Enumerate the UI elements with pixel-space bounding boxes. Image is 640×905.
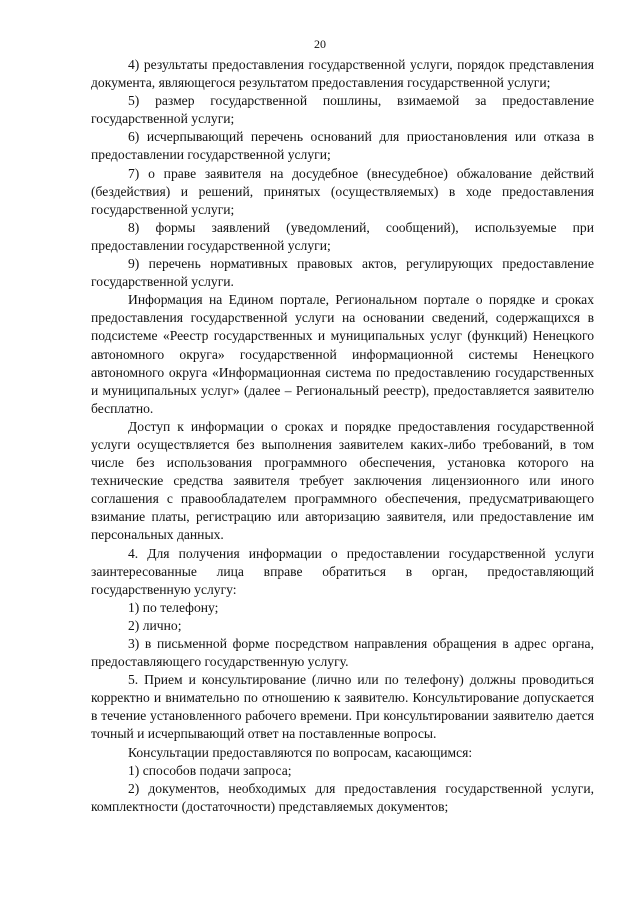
page-number: 20 [314,37,326,51]
paragraph: 8) формы заявлений (уведомлений, сообщений), используемые при предоставлении государственной услуги; [91,219,594,253]
paragraph: 7) о праве заявителя на досудебное (внесудебное) обжалование действий (бездействия) и решений, принятых (осуществляемых) в ходе предоставления государственной услуги; [91,165,594,217]
paragraph: 1) способов подачи запроса; [128,762,292,778]
paragraph: 5) размер государственной пошлины, взимаемой за предоставление государственной услуги; [91,93,594,127]
paragraph: 2) документов, необходимых для предоставления государственной услуги, комплектности (достаточности) представляемых документов; [91,780,594,814]
paragraph: 9) перечень нормативных правовых актов, регулирующих предоставление государственной услуги. [91,256,594,290]
paragraph: Доступ к информации о сроках и порядке предоставления государственной услуги осуществляется без выполнения заявителем каких-либо требований, в том числе без использования программного обеспечения, установка которого на технические средства заявителя требует заключения лицензионного или иного соглашения с правообладателем программного обеспечения, предусматривающего взимание платы, регистрацию или авторизацию заявителя, или предоставление им персональных данных. [91,418,594,543]
paragraph: 4) результаты предоставления государственной услуги, порядок представления документа, являющегося результатом предоставления государственной услуги; [91,57,594,91]
paragraph: 5. Прием и консультирование (лично или по телефону) должны проводиться корректно и внимательно по отношению к заявителю. Консультирование допускается в течение установленного рабочего времени. При консультировании заявителю дается точный и исчерпывающий ответ на поставленные вопросы. [91,672,594,742]
paragraph: 1) по телефону; [128,599,219,615]
paragraph: Консультации предоставляются по вопросам, касающимся: [128,744,473,760]
paragraph: Информация на Едином портале, Региональном портале о порядке и сроках предоставления государственной услуги на основании сведений, содержащихся в подсистеме «Реестр государственных и муниципальных услуг (функций) Ненецкого автономного округа» государственной информационной системы Ненецкого автономного округа «Информационная система по предоставлению государственных и муниципальных услуг» (далее – Региональный реестр), предоставляется заявителю бесплатно. [91,292,594,416]
document-body [91,56,594,816]
paragraph: 3) в письменной форме посредством направления обращения в адрес органа, предоставляющего государственную услугу. [91,636,594,670]
paragraph: 2) лично; [128,617,182,633]
paragraph: 4. Для получения информации о предоставлении государственной услуги заинтересованные лица вправе обратиться в орган, предоставляющий государственную услугу: [91,545,594,597]
paragraph: 6) исчерпывающий перечень оснований для приостановления или отказа в предоставлении государственной услуги; [91,129,594,163]
